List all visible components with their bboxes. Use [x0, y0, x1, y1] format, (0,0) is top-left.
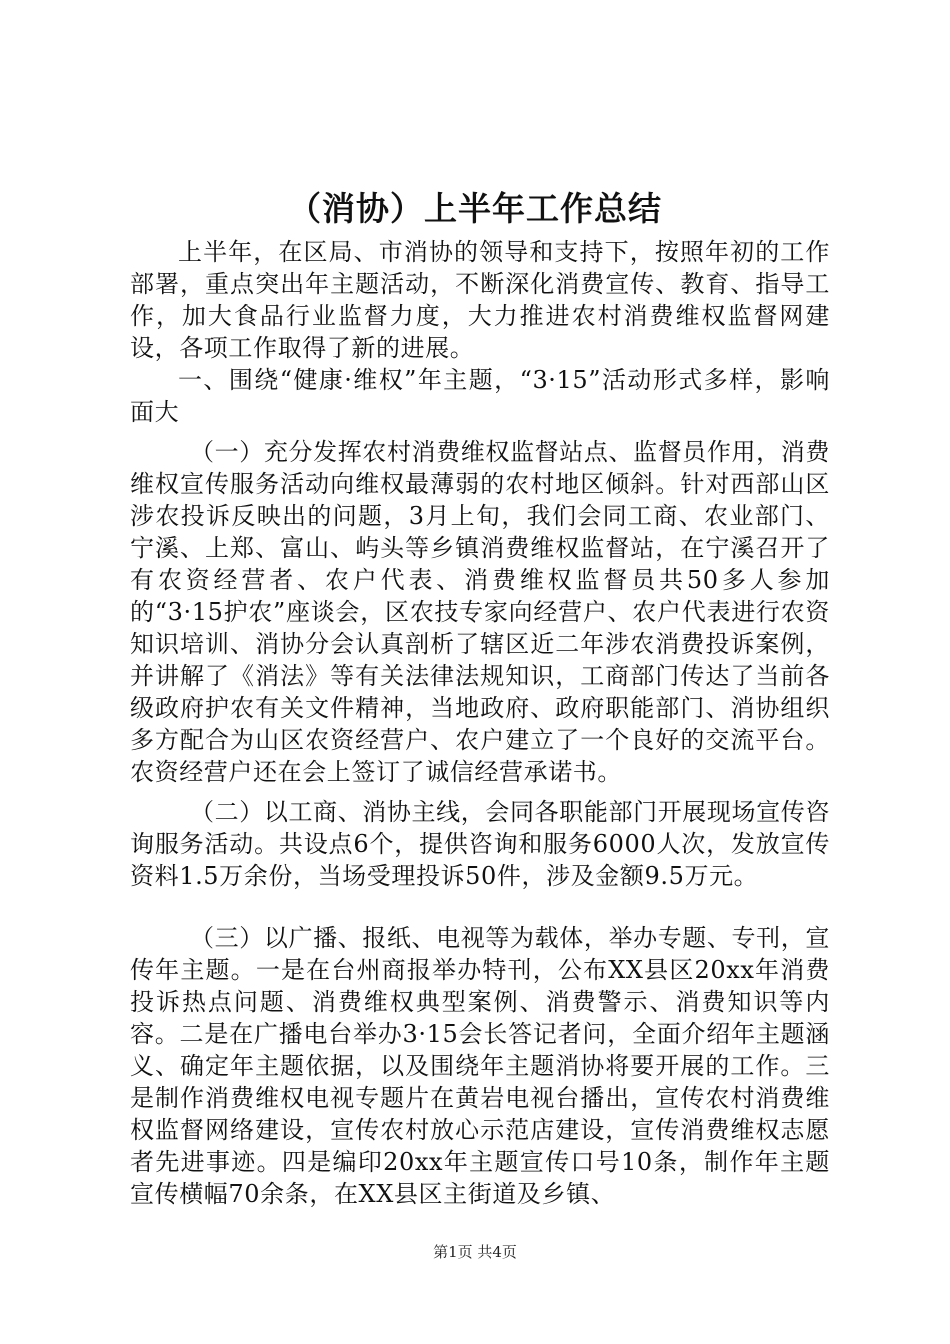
intro-paragraph: 上半年，在区局、市消协的领导和支持下，按照年初的工作部署，重点突出年主题活动，不断深化消费宣传、教育、指导工作，加大食品行业监督力度，大力推进农村消费维权监督网建设，各项工作取得了新的进展。: [130, 238, 830, 362]
sub-paragraph-2: （二）以工商、消协主线，会同各职能部门开展现场宣传咨询服务活动。共设点6个，提供咨询和服务6000人次，发放宣传资料1.5万余份，当场受理投诉50件，涉及金额9.5万元。: [130, 798, 830, 890]
document-body: [130, 236, 830, 1210]
spacer: [130, 428, 830, 436]
page-footer: 第1页 共4页: [433, 1243, 517, 1261]
section-heading-1: 一、围绕“健康·维权”年主题，“3·15”活动形式多样，影响面大: [130, 366, 830, 426]
spacer: [130, 892, 830, 922]
document-title: （消协）上半年工作总结: [288, 189, 662, 228]
sub-paragraph-1: （一）充分发挥农村消费维权监督站点、监督员作用，消费维权宣传服务活动向维权最薄弱的农村地区倾斜。针对西部山区涉农投诉反映出的问题，3月上旬，我们会同工商、农业部门、宁溪、上郑、富山、屿头等乡镇消费维权监督站，在宁溪召开了有农资经营者、农户代表、消费维权监督员共50多人参加的“3·15护农”座谈会，区农技专家向经营户、农户代表进行农资知识培训、消协分会认真剖析了辖区近二年涉农消费投诉案例，并讲解了《消法》等有关法律法规知识，工商部门传达了当前各级政府护农有关文件精神，当地政府、政府职能部门、消协组织多方配合为山区农资经营户、农户建立了一个良好的交流平台。农资经营户还在会上签订了诚信经营承诺书。: [130, 438, 830, 786]
sub-paragraph-3: （三）以广播、报纸、电视等为载体，举办专题、专刊，宣传年主题。一是在台州商报举办特刊，公布XX县区20xx年消费投诉热点问题、消费维权典型案例、消费警示、消费知识等内容。二是在广播电台举办3·15会长答记者问，全面介绍年主题涵义、确定年主题依据，以及围绕年主题消协将要开展的工作。三是制作消费维权电视专题片在黄岩电视台播出，宣传农村消费维权监督网络建设，宣传农村放心示范店建设，宣传消费维权志愿者先进事迹。四是编印20xx年主题宣传口号10条，制作年主题宣传横幅70余条，在XX县区主街道及乡镇、: [130, 924, 830, 1208]
spacer: [130, 788, 830, 796]
